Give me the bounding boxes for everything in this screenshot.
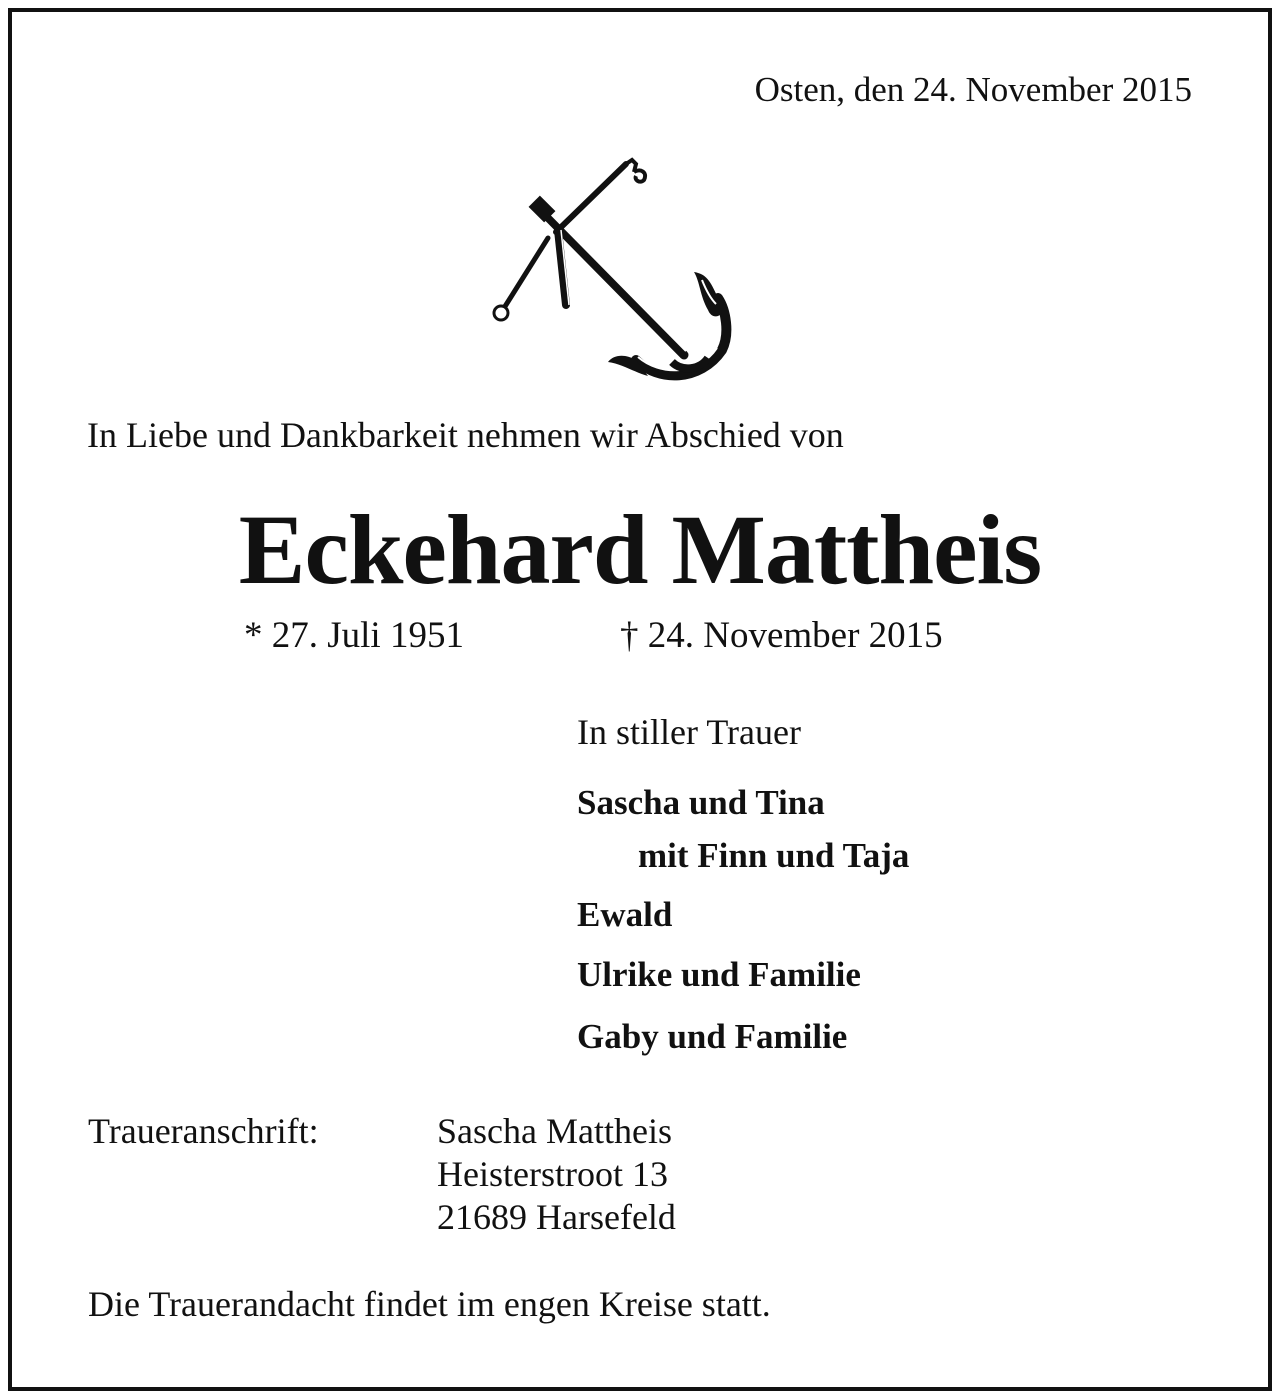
- address-line: 21689 Harsefeld: [437, 1197, 676, 1237]
- intro-text: In Liebe und Dankbarkeit nehmen wir Abschied von: [87, 415, 844, 455]
- deceased-name: Eckehard Mattheis: [238, 494, 1042, 605]
- mourner-line: mit Finn und Taja: [638, 836, 910, 875]
- death-date: † 24. November 2015: [620, 615, 943, 656]
- anchor-icon: [486, 150, 746, 400]
- mourner-line: Sascha und Tina: [577, 783, 825, 822]
- closing-text: Die Trauerandacht findet im engen Kreise statt.: [88, 1284, 771, 1324]
- address-line: Heisterstroot 13: [437, 1154, 668, 1194]
- mourner-line: Gaby und Familie: [577, 1017, 848, 1056]
- mourner-line: Ulrike und Familie: [577, 955, 861, 994]
- place-date: Osten, den 24. November 2015: [754, 70, 1192, 109]
- birth-date: * 27. Juli 1951: [244, 615, 464, 656]
- address-line: Sascha Mattheis: [437, 1111, 672, 1151]
- mourner-line: Ewald: [577, 895, 673, 934]
- address-label: Traueranschrift:: [88, 1111, 319, 1151]
- mourning-label: In stiller Trauer: [577, 712, 801, 752]
